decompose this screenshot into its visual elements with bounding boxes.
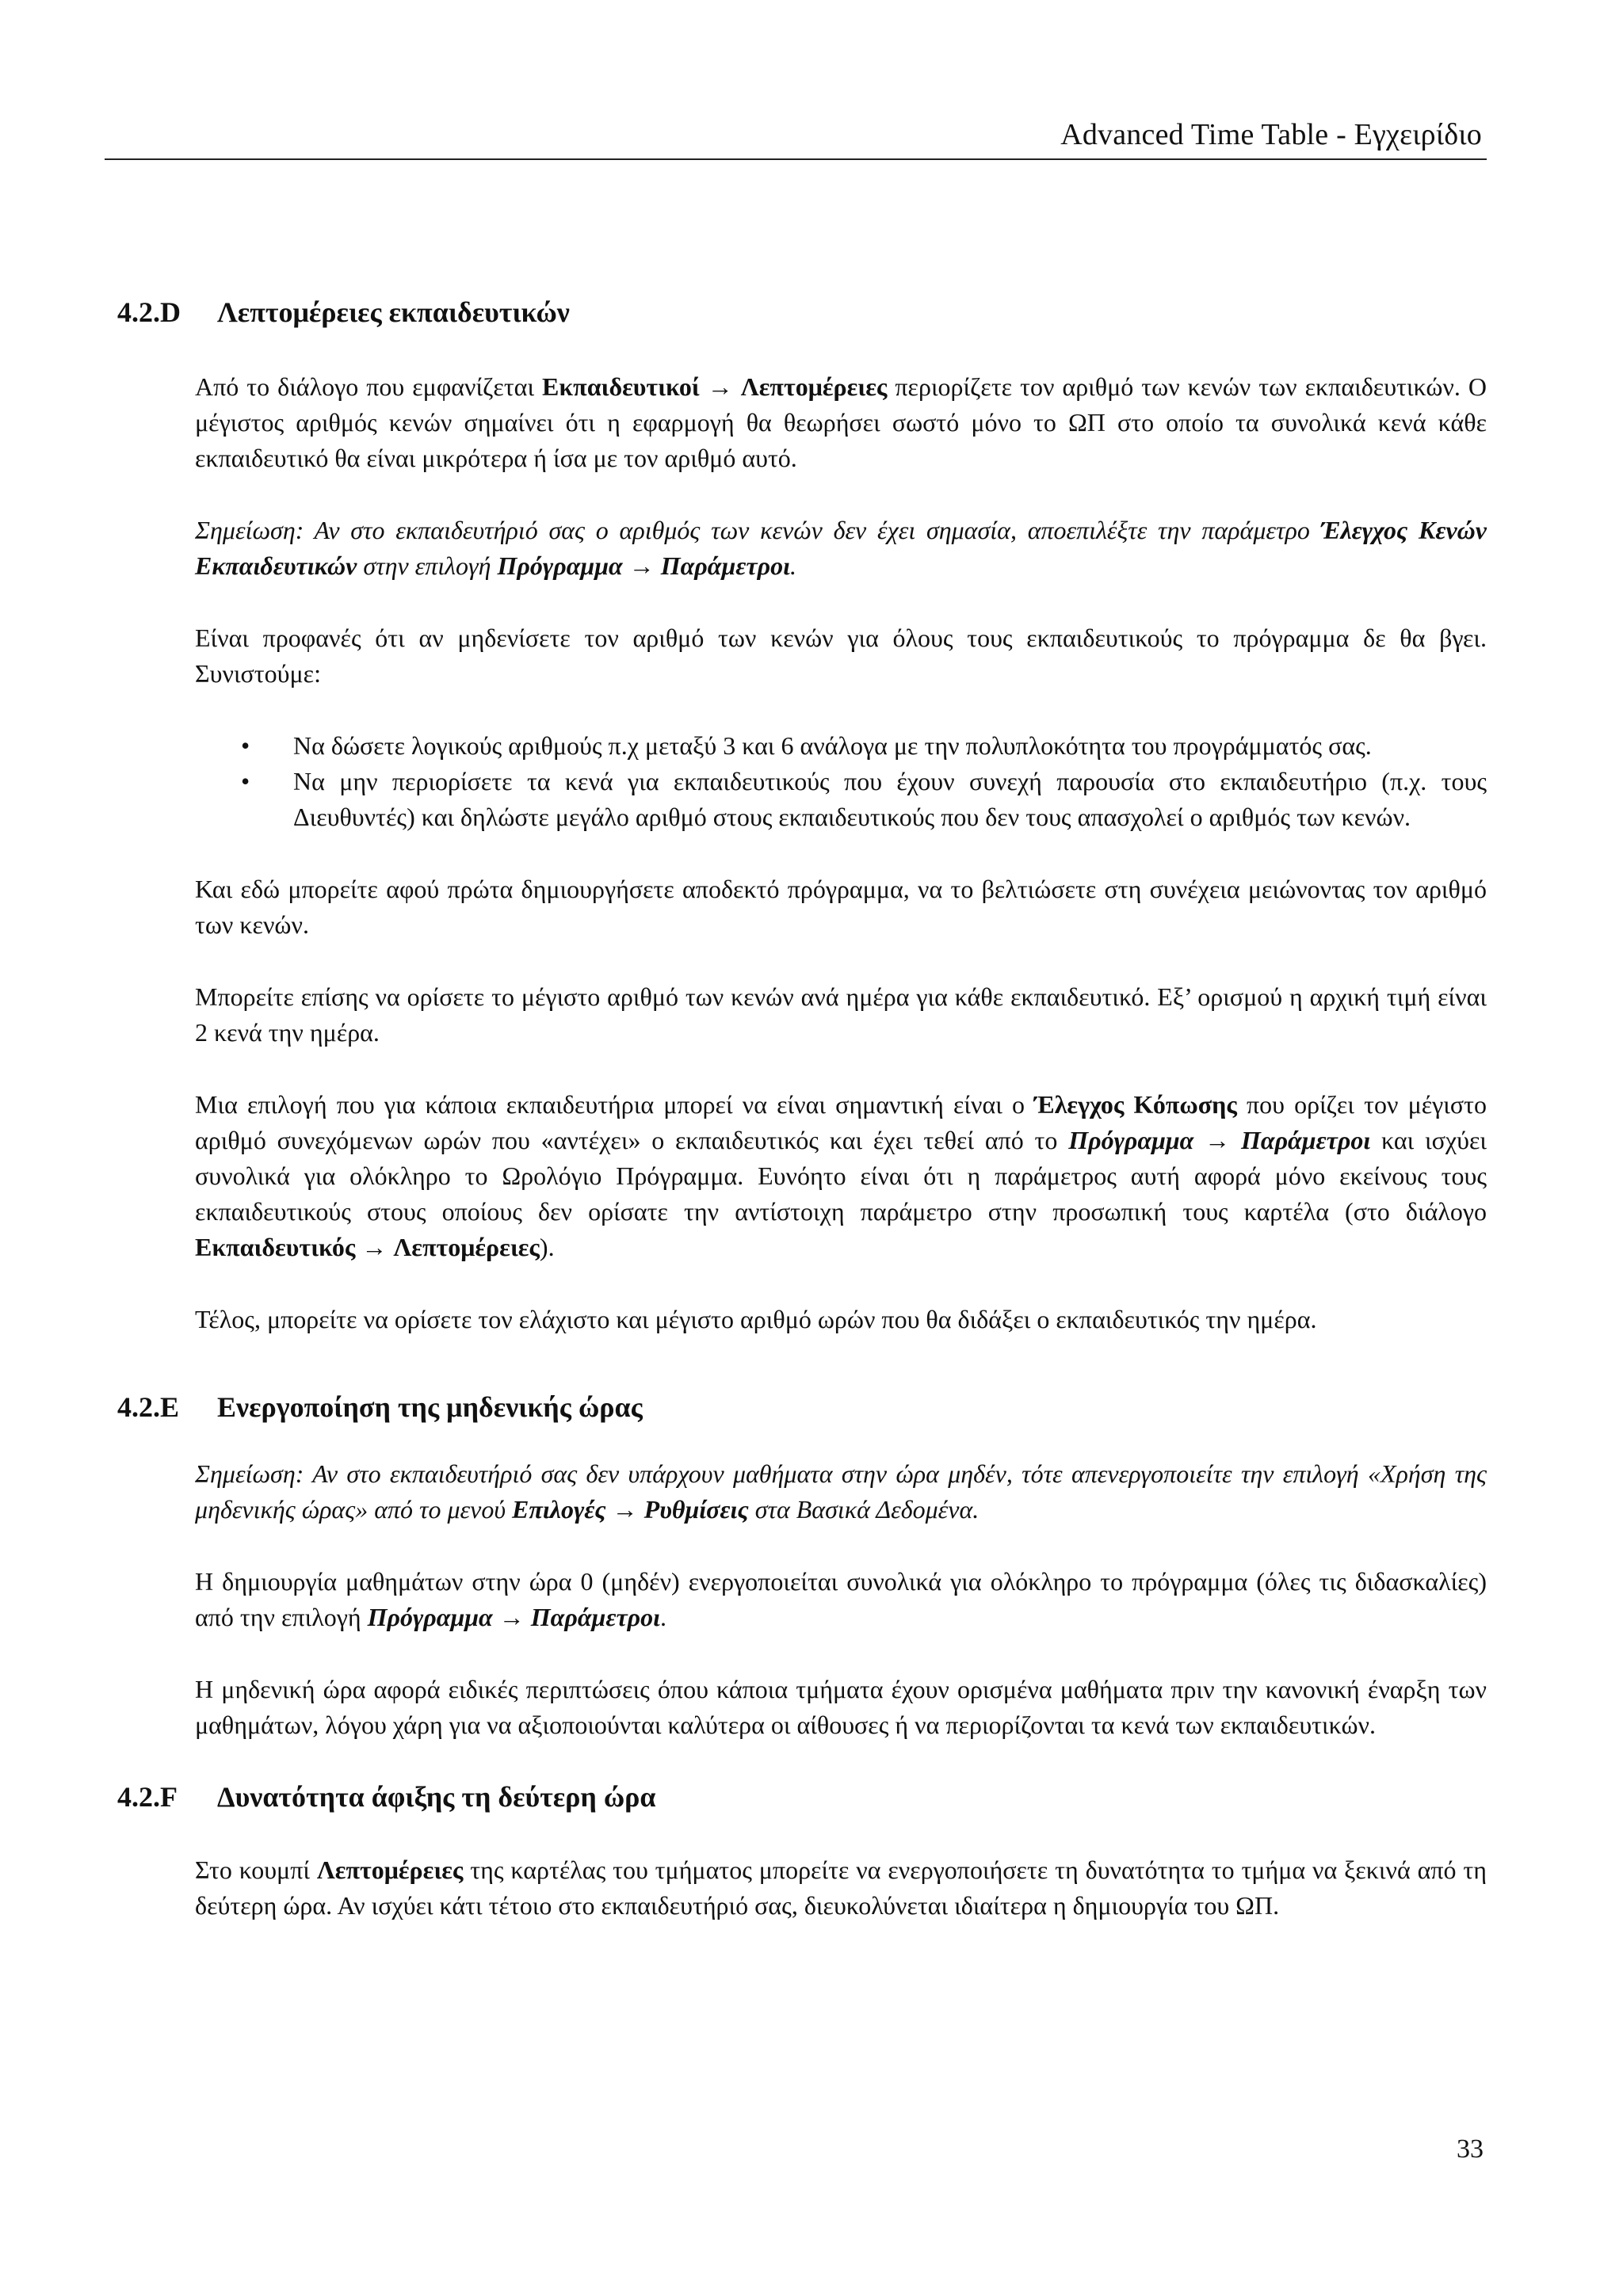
paragraph: Η μηδενική ώρα αφορά ειδικές περιπτώσεις όπου κάποια τμήματα έχουν ορισμένα μαθήματα πριν την κανονική έναρξη των μαθημάτων, λόγου χάρη για να αξιοποιούνται καλύτερα οι αίθουσες ή να περιορίζονται τα κενά των εκπαιδευτικών. (195, 1675, 1487, 1739)
section-heading-4-2-e (117, 1390, 1487, 1425)
menu-path-details: Λεπτομέρειες (740, 372, 888, 401)
section-body-4-2-e (195, 1456, 1487, 1743)
text-run: . (660, 1603, 667, 1631)
menu-path-teacher: Εκπαιδευτικός (195, 1233, 356, 1261)
arrow-icon: → (355, 1233, 394, 1261)
option-name: Έλεγχος Κενών Εκπαιδευτικών (195, 516, 1487, 580)
menu-path-parameters: Παράμετροι (530, 1603, 661, 1631)
section-body-4-2-d (195, 369, 1487, 1337)
page-number: 33 (1457, 2134, 1484, 2164)
paragraph (195, 1852, 1487, 1924)
arrow-icon: → (699, 372, 741, 401)
section-title: Δυνατότητα άφιξης τη δεύτερη ώρα (217, 1781, 656, 1813)
arrow-icon: → (622, 551, 661, 580)
paragraph: Και εδώ μπορείτε αφού πρώτα δημιουργήσετε αποδεκτό πρόγραμμα, να το βελτιώσετε στη συνέχεια μειώνοντας τον αριθμό των κενών. (195, 875, 1487, 939)
page-header (105, 116, 1487, 160)
arrow-icon: → (1193, 1126, 1241, 1154)
bullet-icon: • (241, 767, 250, 795)
paragraph (195, 369, 1487, 476)
bullet-icon: • (241, 731, 250, 760)
arrow-icon: → (605, 1495, 644, 1524)
list-item (195, 764, 1487, 835)
section-number: 4.2.E (117, 1391, 180, 1423)
section-number: 4.2.F (117, 1781, 178, 1813)
details-button-name: Λεπτομέρειες (316, 1855, 464, 1884)
text-run: Στο κουμπί (195, 1855, 317, 1884)
menu-path-program: Πρόγραμμα (1068, 1126, 1194, 1154)
menu-path-teachers: Εκπαιδευτικοί (542, 372, 700, 401)
paragraph (195, 1087, 1487, 1265)
page-content (117, 295, 1487, 1924)
note-paragraph (195, 513, 1487, 584)
menu-path-settings: Ρυθμίσεις (643, 1495, 749, 1524)
menu-path-program: Πρόγραμμα (497, 551, 623, 580)
text-run: Η δημιουργία μαθημάτων στην ώρα 0 (μηδέν) ενεργοποιείται συνολικά για ολόκληρο το πρόγραμμα (όλες τις διδασκαλίες) από την επιλογή (195, 1567, 1487, 1631)
menu-path-options: Επιλογές (512, 1495, 606, 1524)
text-run: Σημείωση: Αν στο εκπαιδευτήριό σας ο αριθμός των κενών δεν έχει σημασία, αποεπιλέξτε την παράμετρο (195, 516, 1321, 544)
paragraph: Τέλος, μπορείτε να ορίσετε τον ελάχιστο και μέγιστο αριθμό ωρών που θα διδάξει ο εκπαιδευτικός την ημέρα. (195, 1305, 1317, 1333)
text-run: της καρτέλας του τμήματος μπορείτε να ενεργοποιήσετε τη δυνατότητα το τμήμα να ξεκινά από τη δεύτερη ώρα. Αν ισχύει κάτι τέτοιο στο εκπαιδευτήριό σας, διευκολύνεται ιδιαίτερα η δημιουργία του ΩΠ. (195, 1855, 1487, 1920)
list-item-text: Να μην περιορίσετε τα κενά για εκπαιδευτικούς που έχουν συνεχή παρουσία στο εκπαιδευτήριο (π.χ. τους Διευθυντές) και δηλώστε μεγάλο αριθμό στους εκπαιδευτικούς που δεν τους απασχολεί ο αριθμός των κενών. (293, 767, 1487, 831)
text-run: περιορίζετε τον αριθμό των κενών των εκπαιδευτικών. Ο μέγιστος αριθμός κενών σημαίνει ότι η εφαρμογή θα θεωρήσει σωστό μόνο το ΩΠ στο οποίο τα συνολικά κενά κάθε εκπαιδευτικό θα είναι μικρότερα ή ίσα με τον αριθμό αυτό. (195, 372, 1487, 472)
text-run: . (789, 551, 796, 580)
menu-path-program: Πρόγραμμα (367, 1603, 493, 1631)
text-run: Από το διάλογο που εμφανίζεται (195, 372, 543, 401)
arrow-icon: → (492, 1603, 531, 1631)
menu-path-parameters: Παράμετροι (1240, 1126, 1371, 1154)
section-number: 4.2.D (117, 296, 181, 328)
section-body-4-2-f (195, 1852, 1487, 1924)
section-heading-4-2-d (117, 295, 1487, 330)
text-run: στα Βασικά Δεδομένα. (748, 1495, 980, 1524)
menu-path-details: Λεπτομέρειες (393, 1233, 540, 1261)
list-item-text: Να δώσετε λογικούς αριθμούς π.χ μεταξύ 3 και 6 ανάλογα με την πολυπλοκότητα του προγράμματός σας. (293, 731, 1372, 760)
bullet-list (195, 728, 1487, 835)
menu-path-parameters: Παράμετροι (660, 551, 790, 580)
text-run: στην επιλογή (357, 551, 498, 580)
paragraph: Είναι προφανές ότι αν μηδενίσετε τον αριθμό των κενών για όλους τους εκπαιδευτικούς το πρόγραμμα δε θα βγει. Συνιστούμε: (195, 624, 1487, 688)
note-paragraph (195, 1456, 1487, 1527)
option-name: Έλεγχος Κόπωσης (1034, 1090, 1237, 1119)
text-run: που ορίζει τον μέγιστο αριθμό συνεχόμενων ωρών που «αντέχει» ο εκπαιδευτικός και έχει τεθεί από το (195, 1090, 1487, 1154)
section-title: Ενεργοποίηση της μηδενικής ώρας (217, 1391, 643, 1423)
text-run: Σημείωση: Αν στο εκπαιδευτήριό σας δεν υπάρχουν μαθήματα στην ώρα μηδέν, τότε απενεργοποιείτε την επιλογή «Χρήση της μηδενικής ώρας» από το μενού (195, 1459, 1487, 1524)
text-run: Μια επιλογή που για κάποια εκπαιδευτήρια μπορεί να είναι σημαντική είναι ο (195, 1090, 1035, 1119)
section-heading-4-2-f (117, 1779, 1487, 1814)
paragraph: Μπορείτε επίσης να ορίσετε το μέγιστο αριθμό των κενών ανά ημέρα για κάθε εκπαιδευτικό. Εξ’ ορισμού η αρχική τιμή είναι 2 κενά την ημέρα. (195, 982, 1487, 1047)
list-item (195, 728, 1487, 764)
paragraph (195, 1564, 1487, 1635)
text-run: και ισχύει συνολικά για ολόκληρο το Ωρολόγιο Πρόγραμμα. Ευνόητο είναι ότι η παράμετρος αυτή αφορά μόνο εκείνους τους εκπαιδευτικούς στους οποίους δεν ορίσατε την αντίστοιχη παράμετρο στην προσωπική τους καρτέλα (στο διάλογο (195, 1126, 1487, 1226)
section-title: Λεπτομέρειες εκπαιδευτικών (217, 296, 570, 328)
document-title: Advanced Time Table - Εγχειρίδιο (1060, 118, 1482, 151)
text-run: ). (539, 1233, 555, 1261)
